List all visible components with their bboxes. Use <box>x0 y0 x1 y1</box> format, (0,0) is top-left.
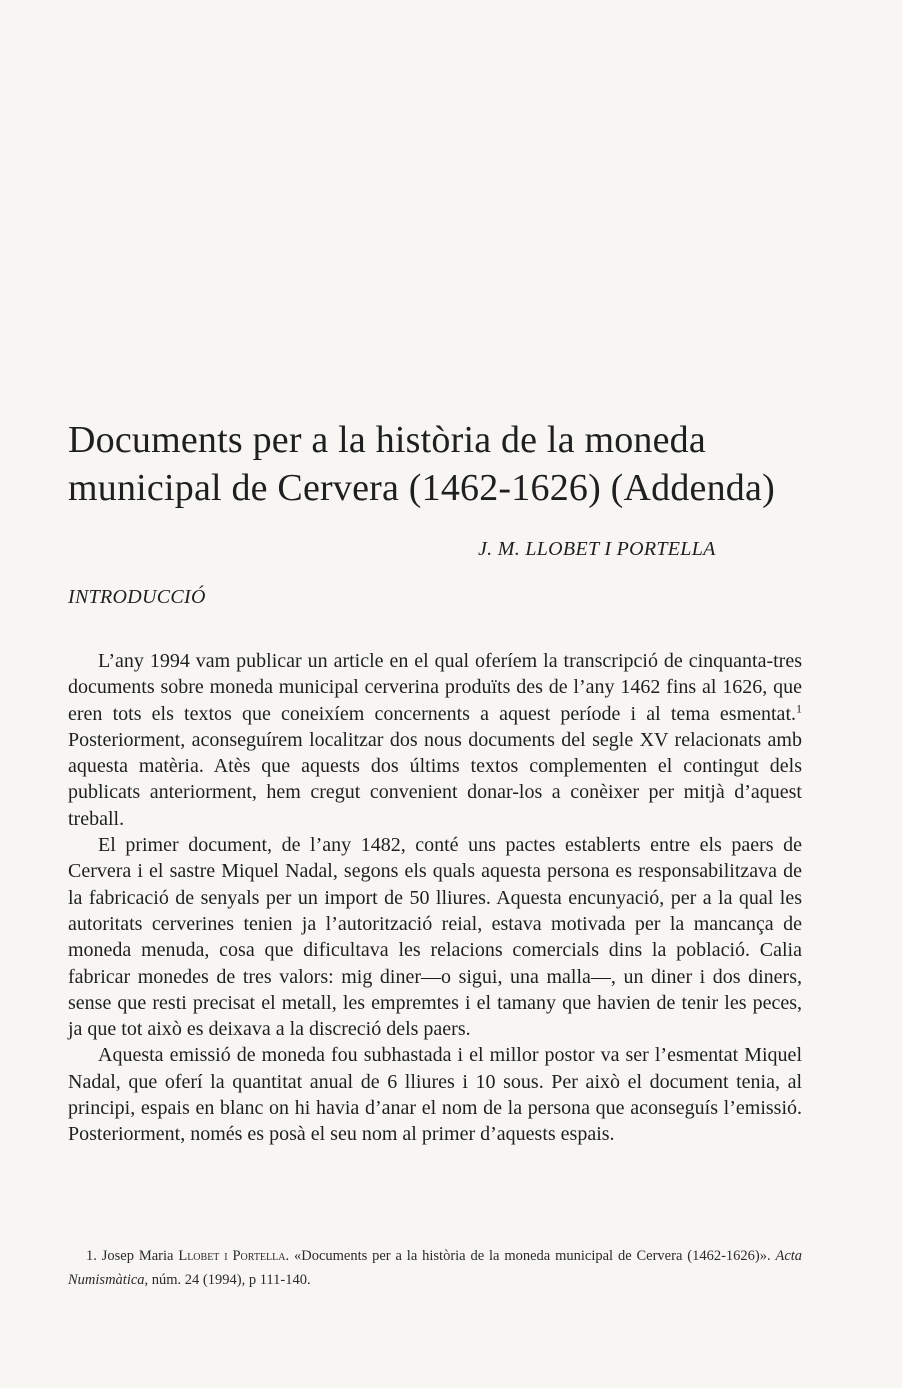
paragraph-2: El primer document, de l’any 1482, conté uns pactes establerts entre els paers de Cervera i el sastre Miquel Nadal, segons els quals aquesta persona es responsabilitzava de la fabricació de senyals per un import de 50 lliures. Aquesta encunyació, per a la qual les autoritats cerverines tenien ja l’autorització reial, estava motivada per la mancança de moneda menuda, cosa que dificultava les relacions comercials dins la població. Calia fabricar monedes de tres valors: mig diner—o sigui, una malla—, un diner i dos diners, sense que resti precisat el metall, les empremtes i el tamany que havien de tenir les peces, ja que tot això es deixava a la discreció dels paers. <box>68 834 802 1041</box>
footnote <box>68 1244 802 1292</box>
paragraph-3: Aquesta emissió de moneda fou subhastada i el millor postor va ser l’esmentat Miquel Nadal, que oferí la quantitat anual de 6 lliures i 10 sous. Per això el document tenia, al principi, espais en blanc on hi havia d’anar el nom de la persona que aconseguís l’emissió. Posteriorment, només es posà el seu nom al primer d’aquests espais. <box>68 1044 802 1146</box>
article-title <box>68 416 848 512</box>
article-body <box>68 648 802 1148</box>
footnote-number: 1. <box>86 1248 97 1264</box>
footnote-journal: Acta Numismàtica <box>68 1248 803 1288</box>
footnote-reference[interactable]: 1 <box>796 700 802 715</box>
footnote-author-first: Josep Maria <box>101 1248 174 1264</box>
footnote-details: , núm. 24 (1994), p 111-140. <box>144 1272 311 1288</box>
paragraph-1 <box>68 648 802 832</box>
footnote-title: . «Documents per a la història de la moneda municipal de Cervera (1462-1626)». <box>285 1248 771 1264</box>
article-title-line-2: municipal de Cervera (1462-1626) (Addenda) <box>68 467 775 509</box>
section-heading: INTRODUCCIÓ <box>68 586 206 608</box>
paragraph-1-part-1: L’any 1994 vam publicar un article en el qual oferíem la transcripció de cinquanta-tres documents sobre moneda municipal cerverina produïts des de l’any 1462 fins al 1626, que eren tots els textos que coneixíem concernents a aquest període i al tema esmentat. <box>68 650 802 725</box>
footnote-author-last: Llobet i Portella <box>178 1248 286 1264</box>
article-title-line-1: Documents per a la història de la moneda <box>68 419 706 461</box>
article-author: J. M. LLOBET I PORTELLA <box>478 538 716 560</box>
paragraph-1-part-2: Posteriorment, aconseguírem localitzar dos nous documents del segle XV relacionats amb aquesta matèria. Atès que aquests dos últims textos complementen el contingut dels publicats anteriorment, hem cregut convenient donar-los a conèixer per mitjà d’aquest treball. <box>68 728 802 830</box>
